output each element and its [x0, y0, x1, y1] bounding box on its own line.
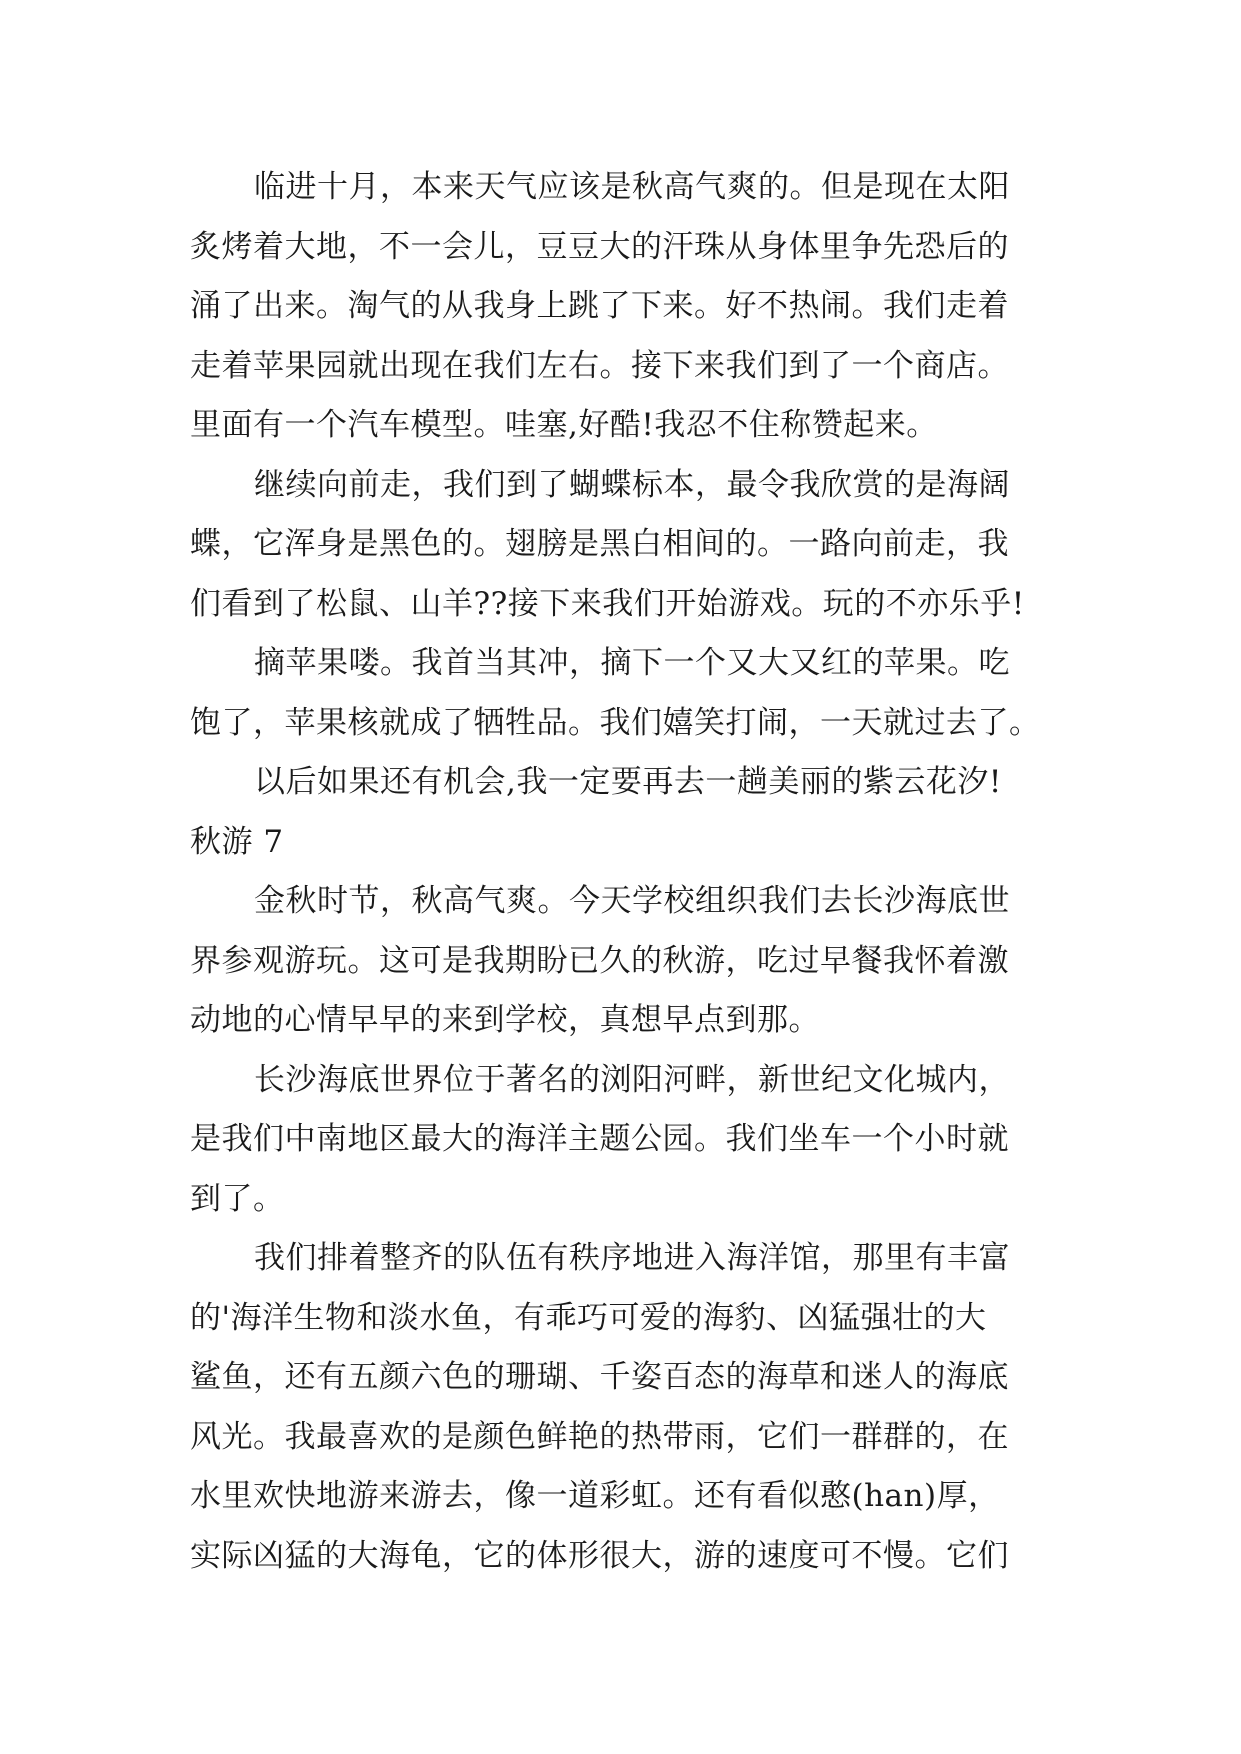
text-line: 蝶，它浑身是黑色的。翅膀是黑白相间的。一路向前走，我 [190, 526, 1009, 562]
text-line: 界参观游玩。这可是我期盼已久的秋游，吃过早餐我怀着激 [190, 942, 1009, 979]
text-line: 们看到了松鼠、山羊??接下来我们开始游戏。玩的不亦乐乎! [190, 585, 1025, 622]
text-line: 涌了出来。淘气的从我身上跳了下来。好不热闹。我们走着 [190, 288, 1009, 324]
text-line: 饱了，苹果核就成了牺牲品。我们嬉笑打闹，一天就过去了。 [190, 704, 1041, 741]
text-line: 以后如果还有机会,我一定要再去一趟美丽的紫云花汐! [254, 764, 1002, 800]
text-line: 我们排着整齐的队伍有秩序地进入海洋馆，那里有丰富 [254, 1240, 1010, 1276]
text-line: 到了。 [190, 1180, 285, 1217]
text-line: 摘苹果喽。我首当其冲，摘下一个又大又红的苹果。吃 [254, 645, 1010, 681]
text-line: 动地的心情早早的来到学校，真想早点到那。 [190, 1002, 820, 1038]
text-line: 金秋时节，秋高气爽。今天学校组织我们去长沙海底世 [254, 883, 1010, 919]
text-line: 临进十月，本来天气应该是秋高气爽的。但是现在太阳 [254, 169, 1010, 205]
text-line: 里面有一个汽车模型。哇塞,好酷!我忍不住称赞起来。 [190, 407, 938, 443]
text-line: 是我们中南地区最大的海洋主题公园。我们坐车一个小时就 [190, 1121, 1009, 1157]
section-heading: 秋游 7 [190, 823, 284, 860]
text-line: 炙烤着大地，不一会儿，豆豆大的汗珠从身体里争先恐后的 [190, 228, 1009, 265]
text-line: 走着苹果园就出现在我们左右。接下来我们到了一个商店。 [190, 347, 1009, 384]
text-line: 实际凶猛的大海龟，它的体形很大，游的速度可不慢。它们 [190, 1537, 1009, 1574]
text-line: 继续向前走，我们到了蝴蝶标本，最令我欣赏的是海阔 [254, 466, 1010, 503]
text-line: 水里欢快地游来游去，像一道彩虹。还有看似憨(han)厚， [190, 1478, 1000, 1514]
text-line: 鲨鱼，还有五颜六色的珊瑚、千姿百态的海草和迷人的海底 [190, 1359, 1009, 1395]
text-line: 长沙海底世界位于著名的浏阳河畔，新世纪文化城内， [254, 1061, 1010, 1098]
text-line: 风光。我最喜欢的是颜色鲜艳的热带雨，它们一群群的，在 [190, 1418, 1009, 1455]
document-body [190, 158, 1130, 1586]
text-line: 的'海洋生物和淡水鱼，有乖巧可爱的海豹、凶猛强壮的大 [190, 1299, 987, 1336]
